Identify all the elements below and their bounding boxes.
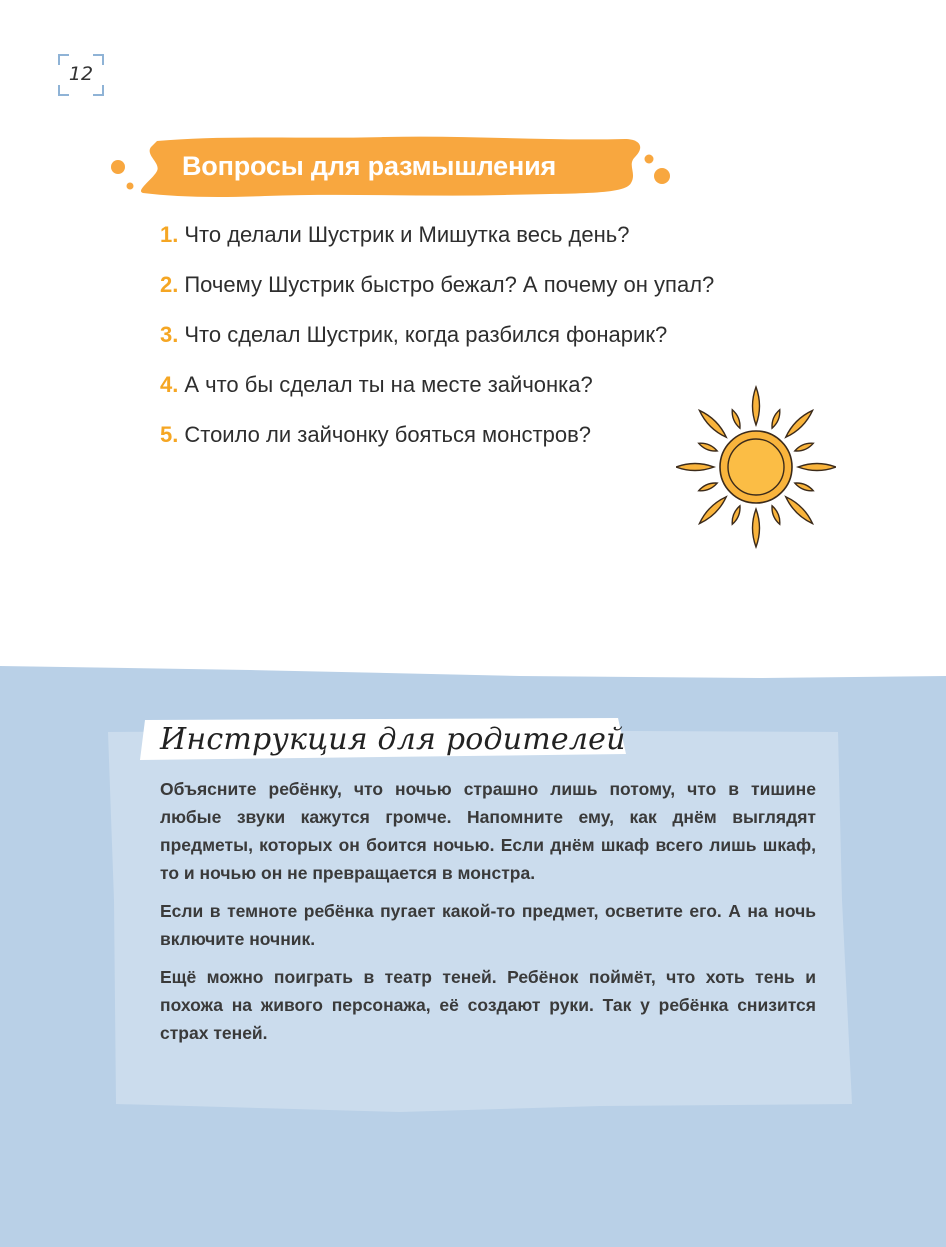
parents-note-paragraph: Если в темноте ребёнка пугает какой-то предмет, осветите его. А на ночь включите ночник. xyxy=(160,901,816,949)
parents-note-paragraph: Ещё можно поиграть в театр теней. Ребёнок поймёт, что хоть тень и похожа на живого персонажа, её создают руки. Так у ребёнка снизится страх теней. xyxy=(160,967,816,1043)
question-text: Почему Шустрик быстро бежал? А почему он упал? xyxy=(184,272,715,297)
question-number: 1. xyxy=(160,222,179,247)
question-text: Стоило ли зайчонку бояться монстров? xyxy=(184,422,592,447)
question-number: 5. xyxy=(160,422,179,447)
question-number: 2. xyxy=(160,272,179,297)
parents-note-body xyxy=(160,775,816,1057)
question-text: Что делали Шустрик и Мишутка весь день? xyxy=(184,222,630,247)
question-text: А что бы сделал ты на месте зайчонка? xyxy=(184,372,593,397)
page-number-text: 12 xyxy=(68,63,94,85)
parents-note-paragraph: Объясните ребёнку, что ночью страшно лишь потому, что в тишине любые звуки кажутся громче. Напомните ему, как днём выглядят предметы, которых он боится ночью. Если днём шкаф всего лишь шкаф, то и ночью он не превращается в монстра. xyxy=(160,779,816,883)
question-number: 3. xyxy=(160,322,179,347)
reflection-title: Вопросы для размышления xyxy=(182,151,557,181)
parents-note-title: Инструкция для родителей xyxy=(160,722,626,757)
question-text: Что сделал Шустрик, когда разбился фонарик? xyxy=(184,322,668,347)
question-number: 4. xyxy=(160,372,179,397)
